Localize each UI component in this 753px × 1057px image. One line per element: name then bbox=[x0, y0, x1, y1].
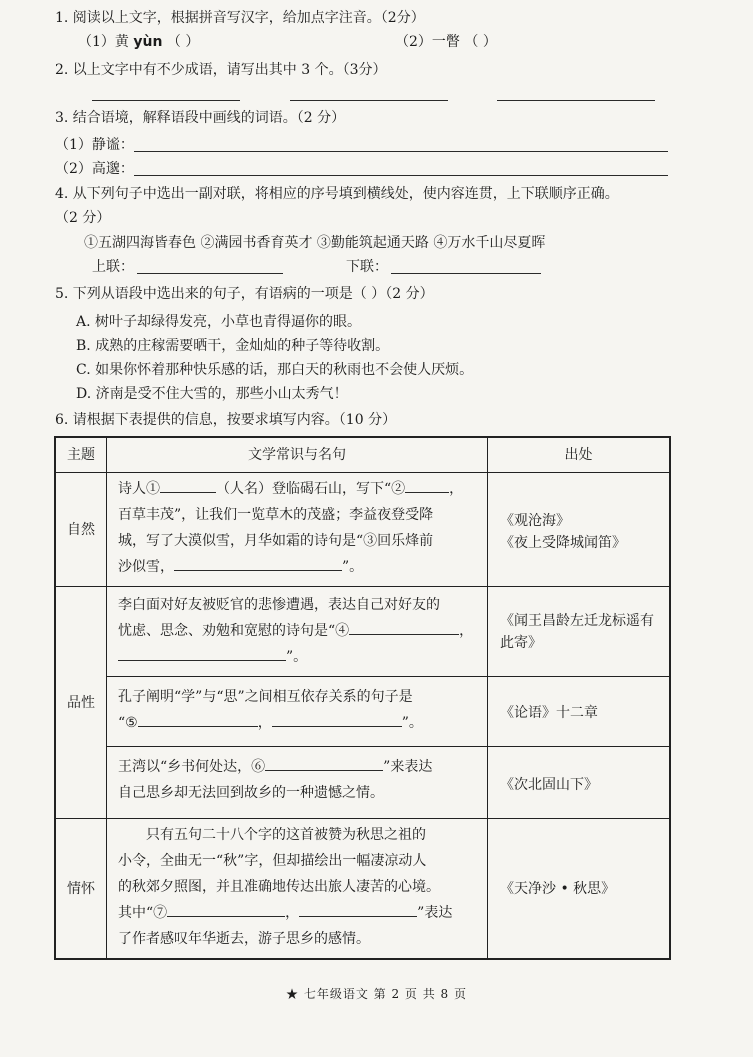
q4-options: ①五湖四海皆春色 ②满园书香育英才 ③勤能筑起通天路 ④万水千山尽夏晖 bbox=[84, 235, 546, 251]
row3-line-1: 孔子阐明“学”与“思”之间相互依存关系的句子是 bbox=[118, 689, 413, 705]
table-row-divider-2 bbox=[106, 676, 669, 677]
row3-source: 《论语》十二章 bbox=[500, 705, 598, 721]
row2-line-2: 忧虑、思念、劝勉和宽慰的诗句是“④ ， bbox=[118, 623, 474, 639]
q1-item-b bbox=[395, 32, 497, 52]
blank-6[interactable] bbox=[265, 757, 383, 771]
row1-line-2: 百草丰茂”，让我们一览草木的茂盛；李益夜登受降 bbox=[118, 507, 434, 523]
row3-line-2: “⑤ ， ”。 bbox=[118, 715, 423, 731]
table-row-divider-header bbox=[56, 472, 669, 473]
table-row-divider-1 bbox=[56, 586, 669, 587]
q4-stem: 4. 从下列句子中选出一副对联，将相应的序号填到横线处，使内容连贯，上下联顺序正确。 bbox=[55, 186, 619, 202]
q4-upper-blank[interactable] bbox=[137, 273, 283, 274]
row5-line-4: 其中“⑦ ， ”表达 bbox=[118, 905, 453, 921]
blank-7a[interactable] bbox=[167, 903, 285, 917]
row2-line-1: 李白面对好友被贬官的悲惨遭遇，表达自己对好友的 bbox=[118, 597, 440, 613]
row4-line-2: 自己思乡却无法回到故乡的一种遗憾之情。 bbox=[118, 785, 384, 801]
q5-option-d: D. 济南是受不住大雪的，那些小山太秀气！ bbox=[76, 386, 348, 402]
theme-nature: 自然 bbox=[67, 521, 95, 538]
q1-item-a-pinyin: yùn bbox=[133, 34, 163, 50]
table-col-divider-1 bbox=[106, 438, 107, 958]
blank-3[interactable] bbox=[174, 557, 342, 571]
q2-blank-3[interactable] bbox=[497, 100, 655, 101]
blank-4a[interactable] bbox=[349, 621, 459, 635]
row4-line-1: 王湾以“乡书何处达，⑥ ”来表达 bbox=[118, 759, 433, 775]
header-theme: 主题 bbox=[67, 447, 95, 463]
row2-source-2: 此寄》 bbox=[500, 635, 542, 651]
q3-item-2: （2）高邈： bbox=[55, 161, 134, 177]
q4-score: （2 分） bbox=[55, 210, 111, 226]
blank-1[interactable] bbox=[160, 479, 216, 493]
q4-upper-label: 上联： bbox=[92, 259, 134, 275]
blank-5b[interactable] bbox=[272, 713, 402, 727]
row2-source-1: 《闻王昌龄左迁龙标遥有 bbox=[500, 613, 654, 629]
row2-line-3: ”。 bbox=[118, 644, 307, 670]
row5-line-5: 了作者感叹年华逝去，游子思乡的感情。 bbox=[118, 931, 370, 947]
row5-source: 《天净沙 • 秋思》 bbox=[500, 881, 616, 897]
q5-stem: 5. 下列从语段中选出来的句子，有语病的一项是（ ）（2 分） bbox=[55, 286, 434, 302]
row1-line-3: 城，写了大漠似雪，月华如霜的诗句是“③回乐烽前 bbox=[118, 533, 434, 549]
row5-line-1: 只有五句二十八个字的这首被赞为秋思之祖的 bbox=[146, 827, 426, 843]
row1-source-2: 《夜上受降城闻笛》 bbox=[500, 535, 626, 551]
q1-item-b-label: （2）一瞥 bbox=[395, 34, 460, 50]
q5-option-a: A. 树叶子却绿得发亮，小草也青得逼你的眼。 bbox=[76, 314, 362, 330]
row1-line-4: 沙似雪， ”。 bbox=[118, 559, 364, 575]
q4-lower-blank[interactable] bbox=[391, 273, 541, 274]
theme-feelings: 情怀 bbox=[67, 880, 95, 897]
header-source: 出处 bbox=[564, 447, 593, 463]
q1-item-b-paren: （ ） bbox=[464, 34, 497, 50]
blank-2[interactable] bbox=[405, 479, 449, 493]
q2-blank-2[interactable] bbox=[290, 100, 448, 101]
literature-table bbox=[54, 436, 671, 960]
row1-line-1: 诗人① （人名）登临碣石山，写下“② ， bbox=[118, 481, 464, 497]
blank-5a[interactable] bbox=[138, 713, 258, 727]
row1-source-1: 《观沧海》 bbox=[500, 513, 570, 529]
blank-7b[interactable] bbox=[299, 903, 417, 917]
q4-lower-label: 下联： bbox=[346, 259, 388, 275]
blank-4b[interactable] bbox=[118, 647, 286, 661]
row5-line-2: 小令，全曲无一“秋”字，但却描绘出一幅凄凉动人 bbox=[118, 853, 427, 869]
table-col-divider-2 bbox=[487, 438, 488, 958]
q6-stem: 6. 请根据下表提供的信息，按要求填写内容。（10 分） bbox=[55, 412, 397, 428]
table-row-divider-4 bbox=[56, 818, 669, 819]
q1-item-a bbox=[78, 32, 199, 52]
q3-blank-1[interactable] bbox=[134, 151, 668, 152]
q3-item-1: （1）静谧： bbox=[55, 137, 134, 153]
q2-stem: 2. 以上文字中有不少成语，请写出其中 3 个。（3分） bbox=[55, 62, 387, 78]
theme-character: 品性 bbox=[67, 694, 95, 711]
page-footer: ★ 七年级语文 第 2 页 共 8 页 bbox=[286, 987, 467, 1001]
row5-line-3: 的秋郊夕照图，并且准确地传达出旅人凄苦的心境。 bbox=[118, 879, 440, 895]
q1-item-a-paren: （ ） bbox=[166, 34, 200, 50]
row4-source: 《次北固山下》 bbox=[500, 777, 598, 793]
q3-stem: 3. 结合语境，解释语段中画线的词语。（2 分） bbox=[55, 110, 346, 126]
q2-blank-1[interactable] bbox=[92, 100, 240, 101]
header-content: 文学常识与名句 bbox=[248, 447, 346, 463]
q3-blank-2[interactable] bbox=[134, 175, 668, 176]
q1-stem: 1. 阅读以上文字，根据拼音写汉字，给加点字注音。（2分） bbox=[55, 10, 425, 26]
q5-option-b: B. 成熟的庄稼需要晒干，金灿灿的种子等待收割。 bbox=[76, 338, 390, 354]
table-row-divider-3 bbox=[106, 746, 669, 747]
q1-item-a-label: （1）黄 bbox=[78, 34, 129, 50]
q5-option-c: C. 如果你怀着那种快乐感的话，那白天的秋雨也不会使人厌烦。 bbox=[76, 362, 474, 378]
